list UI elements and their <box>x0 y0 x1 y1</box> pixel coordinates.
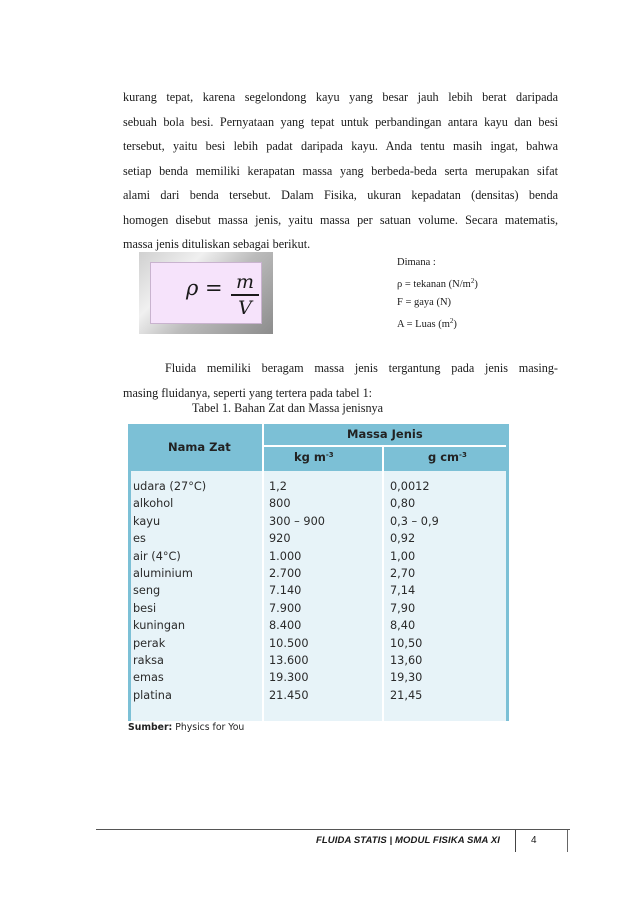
column-g-cm3 <box>390 478 439 704</box>
table-cell-name: aluminium <box>133 566 193 580</box>
footer-title: FLUIDA STATIS | MODUL FISIKA SMA XI <box>316 835 501 846</box>
table-cell-name: es <box>133 532 146 546</box>
density-table <box>128 424 509 721</box>
table-cell-g: 10,50 <box>390 636 423 650</box>
table-cell-name: kuningan <box>133 619 186 633</box>
table-cell-kg: 800 <box>269 497 291 511</box>
density-formula-box <box>139 252 273 334</box>
table-cell-name: alkohol <box>133 497 174 511</box>
table-cell-kg: 8.400 <box>269 619 302 633</box>
table-cell-name: seng <box>133 584 161 598</box>
table-cell-name: raksa <box>133 653 164 667</box>
table-cell-kg: 21.450 <box>269 688 309 702</box>
table-cell-name: perak <box>133 636 166 650</box>
table-cell-g: 7,90 <box>390 601 416 615</box>
paragraph1-line: massa jenis dituliskan sebagai berikut. <box>123 237 311 251</box>
footer-rule <box>96 829 570 830</box>
header-massa-jenis: Massa Jenis <box>347 427 423 441</box>
paragraph1-line: setiap benda memiliki kerapatan massa yang berbeda-beda serta merupakan sifat <box>123 163 558 178</box>
table-cell-g: 0,0012 <box>390 480 430 493</box>
legend-area: A = Luas $(m^2)$ <box>397 317 457 330</box>
table-cell-kg: 10.500 <box>269 636 309 650</box>
table-cell-g: 0,92 <box>390 532 416 546</box>
table-cell-name: besi <box>133 601 157 615</box>
table-cell-name: emas <box>133 671 164 685</box>
table-cell-g: 2,70 <box>390 566 416 580</box>
table-source: Sumber: Physics for You <box>128 722 245 733</box>
formula-rho: ρ = <box>186 276 223 300</box>
table-cell-g: 19,30 <box>390 671 423 685</box>
table-cell-name: udara (27°C) <box>133 480 207 493</box>
header-nama-zat: Nama Zat <box>168 440 231 454</box>
footer-divider <box>515 830 516 852</box>
table-cell-kg: 13.600 <box>269 653 309 667</box>
table-caption: Tabel 1. Bahan Zat dan Massa jenisnya <box>192 401 384 415</box>
paragraph1-line: kurang tepat, karena segelondong kayu yang besar jauh lebih berat daripada <box>123 90 558 104</box>
paragraph1-line: tersebut, yaitu besi lebih padat daripada kayu. Anda tentu masih ingat, bahwa <box>123 139 558 153</box>
legend-force: F = gaya (N) <box>397 297 452 308</box>
table-cell-kg: 1.000 <box>269 549 302 563</box>
table-cell-g: 21,45 <box>390 688 423 702</box>
table-cell-kg: 7.900 <box>269 601 302 615</box>
table-cell-kg: 300 – 900 <box>269 514 325 528</box>
table-cell-g: 0,3 – 0,9 <box>390 514 439 528</box>
paragraph1-line: homogen disebut massa jenis, yaitu massa per satuan volume. Secara matematis, <box>123 212 558 227</box>
legend-title: Dimana : <box>397 257 436 268</box>
formula-denominator: V <box>238 296 252 319</box>
paragraph1-line: alami dari benda tersebut. Dalam Fisika, ukuran kepadatan (densitas) benda <box>123 188 558 202</box>
paragraph1-line: sebuah bola besi. Pernyataan yang tepat untuk perbandingan antara kayu dan besi <box>123 114 558 129</box>
table-header <box>128 424 509 471</box>
paragraph-fluid-density <box>123 356 558 405</box>
paragraph2-line: masing fluidanya, seperti yang tertera pada tabel 1: <box>123 385 373 400</box>
column-kg-m3 <box>269 478 325 704</box>
table-cell-g: 8,40 <box>390 619 416 633</box>
header-g-cm3: g $cm^{-3}$ <box>428 450 467 464</box>
table-cell-kg: 7.140 <box>269 584 302 598</box>
table-cell-g: 7,14 <box>390 584 416 598</box>
table-cell-kg: 1,2 <box>269 480 287 493</box>
table-cell-g: 1,00 <box>390 549 416 563</box>
formula-numerator: m <box>235 271 255 293</box>
footer-divider-right <box>567 830 568 852</box>
variable-legend <box>397 254 478 334</box>
table-cell-kg: 920 <box>269 532 291 546</box>
header-kg-m3: kg $m^{-3}$ <box>294 450 334 464</box>
table-cell-kg: 2.700 <box>269 566 302 580</box>
paragraph2-line: Fluida memiliki beragam massa jenis tergantung pada jenis masing- <box>165 361 558 375</box>
table-cell-name: air (4°C) <box>133 549 181 563</box>
table-cell-name: kayu <box>133 514 161 528</box>
legend-rho: ρ = tekanan $(N/m^2)$ <box>397 277 478 290</box>
page-number: 4 <box>531 835 537 846</box>
column-names <box>133 478 206 704</box>
paragraph-density-intro <box>123 85 558 257</box>
formula-fraction <box>231 271 259 319</box>
table-cell-g: 13,60 <box>390 653 423 667</box>
table-cell-g: 0,80 <box>390 497 416 511</box>
table-cell-name: platina <box>133 688 172 702</box>
table-cell-kg: 19.300 <box>269 671 309 685</box>
